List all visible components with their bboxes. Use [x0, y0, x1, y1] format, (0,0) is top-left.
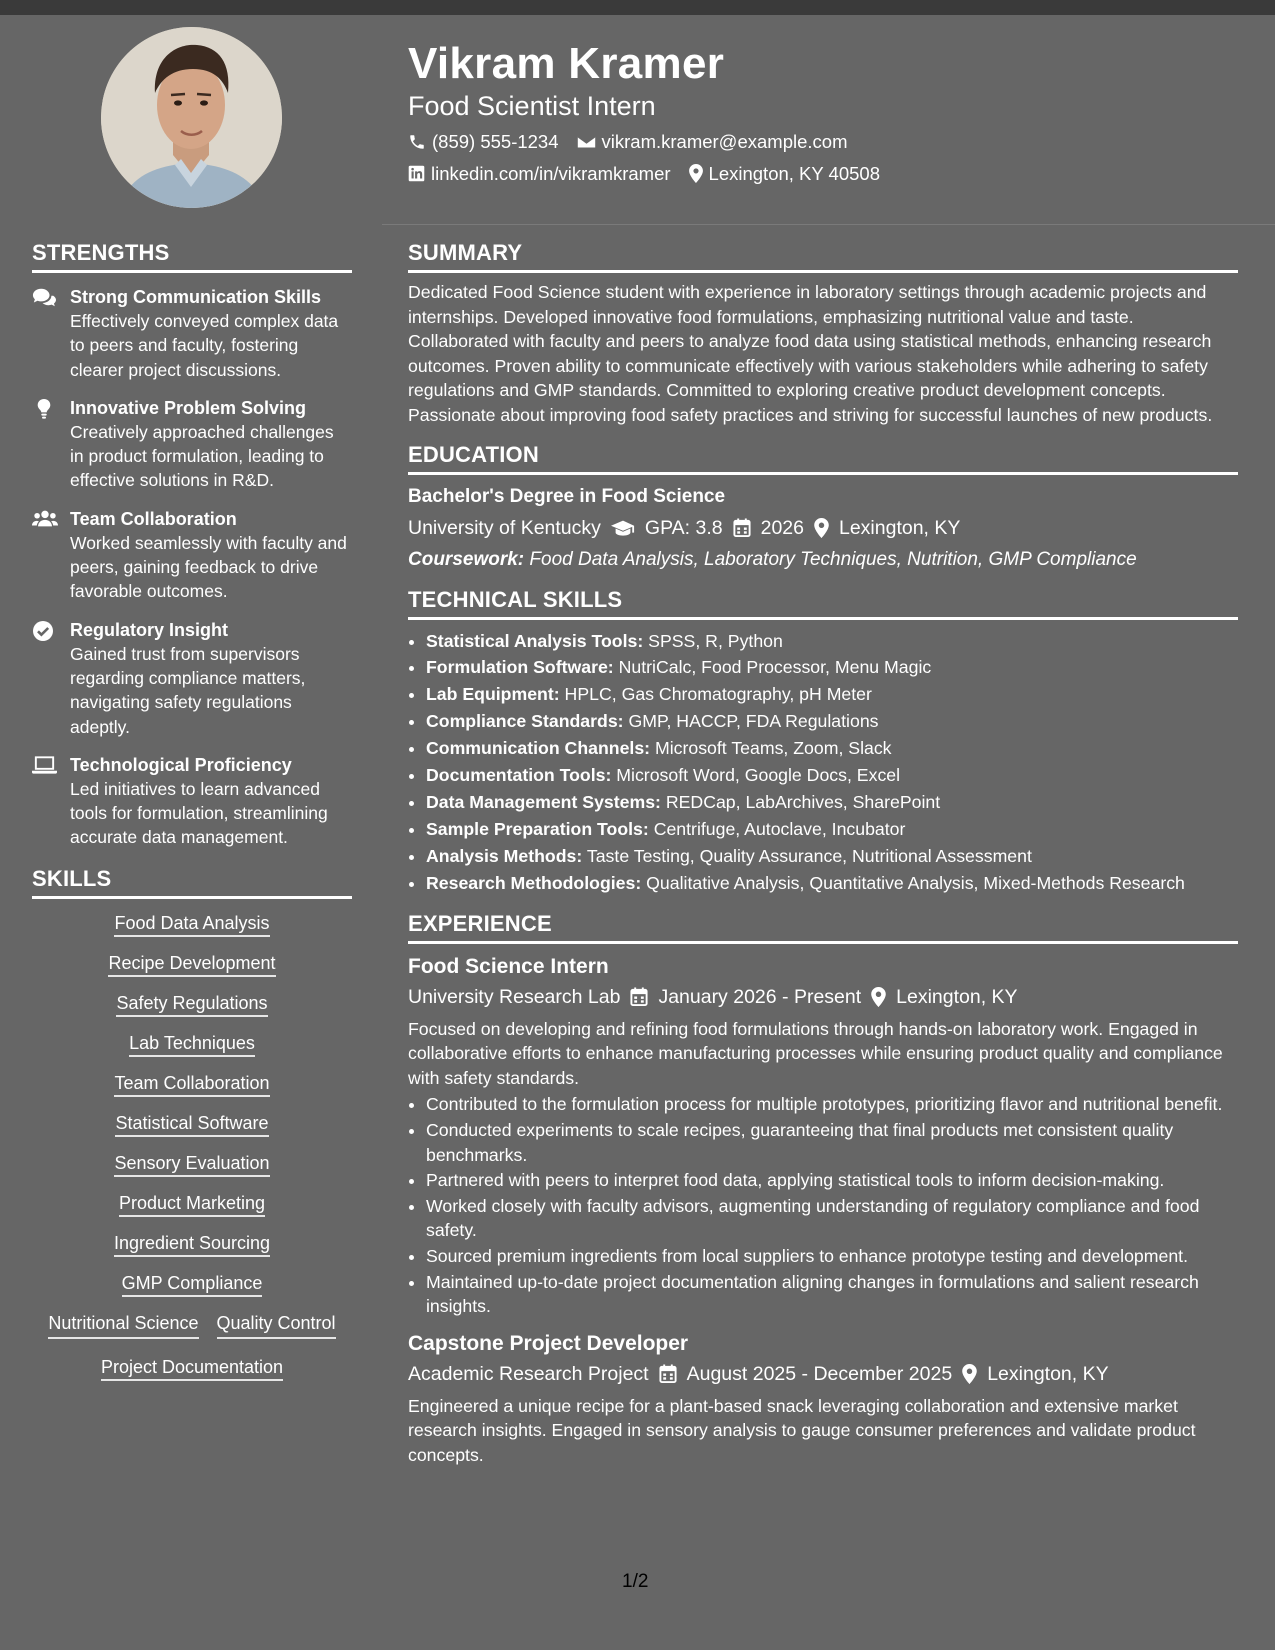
- map-pin-icon: [689, 164, 703, 183]
- tech-skill-value: Microsoft Word, Google Docs, Excel: [611, 765, 901, 786]
- tech-skill-value: REDCap, LabArchives, SharePoint: [660, 792, 941, 812]
- linkedin-text[interactable]: linkedin.com/in/vikramkramer: [431, 162, 671, 184]
- education-rule: [408, 472, 1238, 475]
- tech-skill-item: [426, 628, 1238, 655]
- tech-skill-value: Qualitative Analysis, Quantitative Analysis, Mixed-Methods Research: [641, 872, 1185, 893]
- gpa-item: [611, 515, 723, 541]
- strength-name: Technological Proficiency: [70, 754, 292, 775]
- coursework-list: Food Data Analysis, Laboratory Techniques, Nutrition, GMP Compliance: [524, 548, 1137, 570]
- strength-description: Worked seamlessly with faculty and peers, gaining feedback to drive favorable outcomes.: [70, 532, 347, 602]
- tech-skill-value: GMP, HACCP, FDA Regulations: [623, 711, 879, 732]
- strength-name: Innovative Problem Solving: [70, 397, 307, 418]
- job-bullet: • Conducted experiments to scale recipes, guaranteeing that final products met consistent quality benchmarks.: [426, 1118, 1238, 1167]
- strength-description: Led initiatives to learn advanced tools for formulation, streamlining accurate data management.: [70, 778, 328, 848]
- skill-tag: Lab Techniques: [129, 1033, 255, 1057]
- skill-row: [32, 1071, 352, 1095]
- job-dates-item: [630, 984, 861, 1010]
- tech-skill-label: Sample Preparation Tools:: [426, 818, 649, 839]
- candidate-title: Food Scientist Intern: [408, 91, 656, 122]
- strength-description: Effectively conveyed complex data to peers and faculty, fostering clearer project discussions.: [70, 311, 339, 380]
- strength-item: [32, 753, 352, 850]
- job-dates: January 2026 - Present: [658, 985, 862, 1008]
- job-location-item: [962, 1361, 1108, 1387]
- job-location-item: [871, 984, 1017, 1010]
- job-dates: August 2025 - December 2025: [686, 1362, 953, 1385]
- phone-contact: [408, 131, 559, 153]
- contact-row-1: [408, 131, 1238, 153]
- job-title: Food Science Intern: [408, 954, 609, 978]
- email-contact: [577, 131, 848, 153]
- job-meta: [408, 984, 1238, 1010]
- skill-row: [32, 1191, 352, 1215]
- calendar-icon: [659, 1364, 677, 1383]
- strength-name: Regulatory Insight: [70, 619, 229, 640]
- skill-row: [32, 1031, 352, 1055]
- profile-photo: [101, 27, 282, 208]
- technical-skills-list: [408, 628, 1238, 897]
- job-bullet: • Partnered with peers to interpret food data, applying statistical tools to inform decision-making.: [426, 1168, 1238, 1193]
- skill-row: [32, 1151, 352, 1175]
- skill-tag: Product Marketing: [119, 1193, 265, 1217]
- tech-skill-item: [426, 843, 1238, 870]
- strengths-list: [32, 285, 352, 850]
- job-bullet: • Sourced premium ingredients from local suppliers to enhance prototype testing and development.: [426, 1244, 1238, 1269]
- job-bullet: • Contributed to the formulation process for multiple prototypes, prioritizing flavor and nutritional benefit.: [426, 1092, 1238, 1117]
- skill-row: [32, 911, 352, 935]
- education-meta: [408, 515, 1238, 541]
- graduation-year: 2026: [760, 516, 804, 539]
- tech-skill-item: [426, 789, 1238, 816]
- skills-rule: [32, 896, 352, 899]
- candidate-name: Vikram Kramer: [408, 39, 725, 88]
- skill-row: [32, 1355, 352, 1379]
- skill-row: [32, 1271, 352, 1295]
- strength-description: Gained trust from supervisors regarding compliance matters, navigating safety regulations adeptly.: [70, 643, 306, 737]
- job-org: University Research Lab: [408, 985, 621, 1008]
- strengths-rule: [32, 270, 352, 273]
- tech-skill-item: [426, 708, 1238, 735]
- tech-skill-value: Centrifuge, Autoclave, Incubator: [648, 818, 906, 839]
- tech-skill-label: Communication Channels:: [426, 738, 651, 759]
- skill-tag: Project Documentation: [101, 1357, 283, 1381]
- technical-skills-heading: TECHNICAL SKILLS: [408, 586, 623, 612]
- main-column: [408, 240, 1238, 1468]
- skill-row: [32, 991, 352, 1015]
- tech-skill-value: Taste Testing, Quality Assurance, Nutritional Assessment: [582, 845, 1032, 866]
- experience-section: [408, 911, 1238, 1468]
- job-org: Academic Research Project: [408, 1362, 649, 1385]
- phone-text[interactable]: (859) 555-1234: [432, 130, 559, 152]
- job-dates-item: [659, 1361, 953, 1387]
- job-title: Capstone Project Developer: [408, 1331, 689, 1355]
- skill-tag: Team Collaboration: [114, 1073, 269, 1097]
- linkedin-contact: [408, 163, 671, 185]
- job-description: Focused on developing and refining food formulations through hands-on laboratory work. Engaged in collaborative efforts to enhance manufacturing processes while ensuring product quality and compliance with safety standards.: [408, 1018, 1223, 1088]
- tech-skill-item: [426, 816, 1238, 843]
- tech-skill-label: Research Methodologies:: [426, 872, 642, 893]
- tech-skill-item: [426, 762, 1238, 789]
- job-location: Lexington, KY: [896, 985, 1018, 1008]
- skill-row: [32, 1231, 352, 1255]
- experience-rule: [408, 941, 1238, 944]
- comments-icon: [32, 287, 56, 307]
- strength-name: Team Collaboration: [70, 508, 237, 529]
- technical-skills-rule: [408, 617, 1238, 620]
- tech-skill-item: [426, 654, 1238, 681]
- skill-tag: Statistical Software: [115, 1113, 268, 1137]
- skill-tag: Sensory Evaluation: [114, 1153, 269, 1177]
- strength-description: Creatively approached challenges in product formulation, leading to effective solutions in R&D.: [70, 421, 334, 491]
- map-pin-icon: [871, 987, 886, 1007]
- technical-skills-section: [408, 587, 1238, 897]
- graduation-cap-icon: [611, 519, 635, 537]
- linkedin-icon: [408, 165, 425, 182]
- strength-item: [32, 396, 352, 493]
- tech-skill-label: Statistical Analysis Tools:: [426, 630, 644, 651]
- edu-location-item: [814, 515, 960, 541]
- check-circle-icon: [32, 620, 54, 642]
- skill-tag: Quality Control: [217, 1311, 336, 1339]
- job-bullet: • Maintained up-to-date project documentation aligning changes in formulations and salient research insights.: [426, 1270, 1238, 1319]
- laptop-icon: [32, 755, 57, 775]
- page-number: 1/2: [622, 1571, 649, 1592]
- calendar-icon: [733, 518, 751, 537]
- email-text[interactable]: vikram.kramer@example.com: [601, 130, 848, 152]
- skill-tag: Nutritional Science: [48, 1311, 198, 1339]
- skill-tag: GMP Compliance: [122, 1273, 263, 1297]
- top-bar: [0, 0, 1275, 15]
- left-column: [32, 240, 352, 1379]
- location-contact: [689, 163, 880, 185]
- year-item: [733, 515, 804, 541]
- contact-row-2: [408, 163, 1238, 185]
- gpa-text: GPA: 3.8: [644, 516, 723, 539]
- education-location: Lexington, KY: [838, 516, 961, 539]
- strength-item: [32, 618, 352, 739]
- education-section: [408, 442, 1238, 573]
- tech-skill-item: [426, 870, 1238, 897]
- lightbulb-icon: [32, 398, 56, 420]
- users-icon: [32, 509, 58, 529]
- tech-skill-value: HPLC, Gas Chromatography, pH Meter: [559, 684, 872, 705]
- strength-name: Strong Communication Skills: [70, 287, 322, 307]
- coursework-label: Coursework:: [408, 548, 525, 570]
- map-pin-icon: [814, 518, 829, 538]
- coursework-line: [408, 547, 1238, 573]
- envelope-icon: [577, 134, 596, 150]
- education-heading: EDUCATION: [408, 441, 539, 467]
- job-meta: [408, 1361, 1238, 1387]
- tech-skill-label: Data Management Systems:: [426, 792, 661, 812]
- skills-heading: SKILLS: [32, 865, 112, 891]
- job-description: Engineered a unique recipe for a plant-based snack leveraging collaboration and extensive market research insights. Engaged in sensory analysis to gauge consumer preferences and validate product concepts.: [408, 1395, 1196, 1465]
- skill-tag: Recipe Development: [108, 953, 275, 977]
- tech-skill-label: Compliance Standards:: [426, 711, 624, 732]
- map-pin-icon: [962, 1364, 977, 1384]
- tech-skill-value: SPSS, R, Python: [643, 630, 783, 651]
- strength-item: [32, 507, 352, 604]
- skill-row: [32, 1111, 352, 1135]
- skill-tag: Safety Regulations: [116, 993, 267, 1017]
- tech-skill-item: [426, 735, 1238, 762]
- tech-skill-label: Lab Equipment:: [426, 684, 560, 705]
- experience-heading: EXPERIENCE: [408, 910, 552, 936]
- phone-icon: [408, 133, 426, 151]
- tech-skill-label: Documentation Tools:: [426, 765, 612, 786]
- tech-skill-label: Formulation Software:: [426, 657, 614, 678]
- strength-item: [32, 285, 352, 382]
- skill-tag: Ingredient Sourcing: [114, 1233, 270, 1257]
- summary-text: Dedicated Food Science student with experience in laboratory settings through academic projects and internships. Developed innovative food formulations, emphasizing nutritional value and taste. Collaborated with faculty and peers to analyze food data using statistical methods, enhancing research outcomes. Proven ability to communicate effectively with various stakeholders while adhering to safety regulations and GMP standards. Committed to exploring creative product development concepts. Passionate about improving food safety practices and striving for successful launches of new products.: [408, 282, 1213, 425]
- location-text: Lexington, KY 40508: [708, 162, 880, 184]
- tech-skill-label: Analysis Methods:: [426, 845, 583, 866]
- summary-heading: SUMMARY: [408, 240, 523, 265]
- tech-skill-item: [426, 681, 1238, 708]
- skill-row: [32, 951, 352, 975]
- summary-rule: [408, 270, 1238, 273]
- strengths-heading: STRENGTHS: [32, 240, 170, 265]
- job-bullet: • Worked closely with faculty advisors, augmenting understanding of regulatory compliance and food safety.: [426, 1194, 1238, 1243]
- tech-skill-value: NutriCalc, Food Processor, Menu Magic: [613, 657, 932, 678]
- resume-header: [408, 40, 1238, 185]
- school-name: University of Kentucky: [408, 516, 601, 539]
- job-location: Lexington, KY: [987, 1362, 1109, 1385]
- skills-list: [32, 911, 352, 1379]
- header-divider: [382, 224, 1275, 225]
- skill-tag: Food Data Analysis: [114, 913, 269, 937]
- degree-title: Bachelor's Degree in Food Science: [408, 485, 726, 507]
- tech-skill-value: Microsoft Teams, Zoom, Slack: [650, 738, 892, 759]
- calendar-icon: [630, 987, 648, 1006]
- job-bullets: [408, 1092, 1238, 1318]
